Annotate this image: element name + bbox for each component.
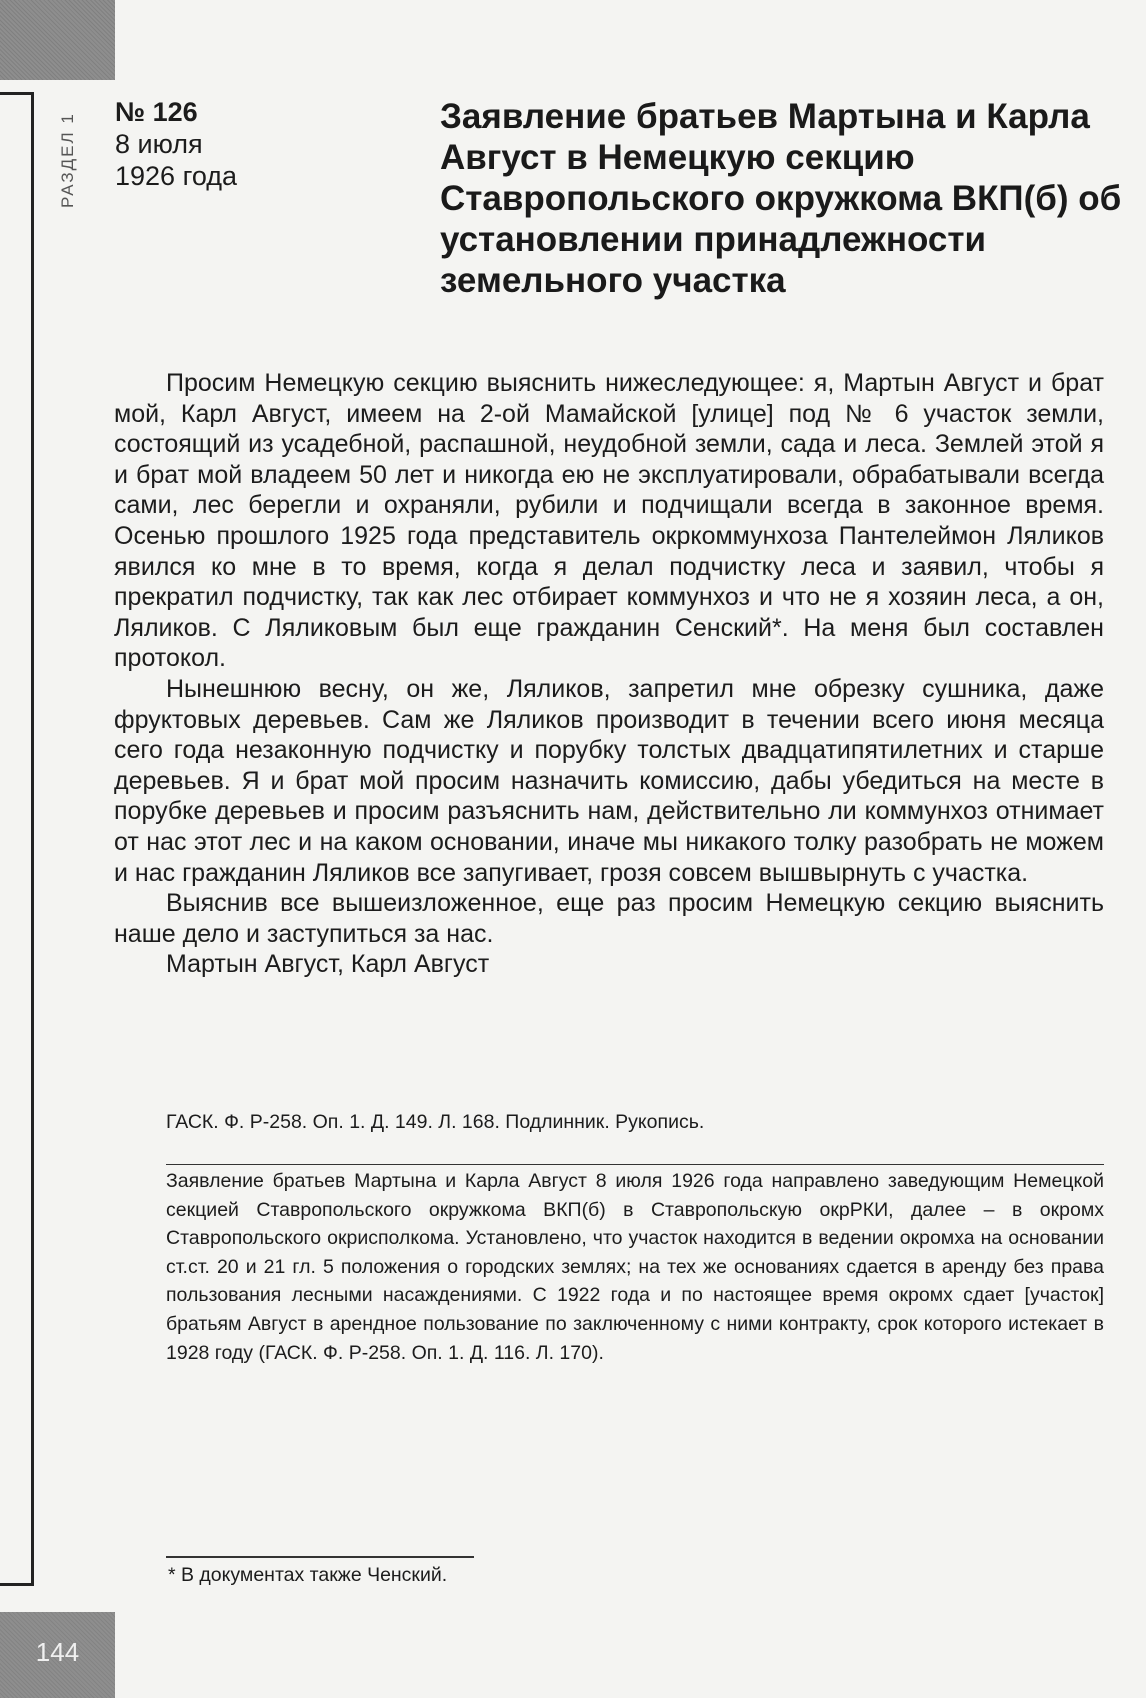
document-number: № 126 [115, 97, 198, 127]
document-title: Заявление братьев Мартына и Карла Август в Немецкую секцию Ставропольского окружкома ВКП(б) об установлении принадлежности земельного участка [440, 97, 1122, 300]
body-paragraph: Выяснив все вышеизложенное, еще раз просим Немецкую секцию выяснить наше дело и заступиться за нас. [114, 889, 1104, 948]
footnote-divider [166, 1556, 474, 1558]
section-label: РАЗДЕЛ 1 [58, 112, 77, 208]
signature: Мартын Август, Карл Август [166, 950, 490, 979]
document-date-year: 1926 года [115, 161, 238, 191]
margin-rule [0, 92, 34, 1586]
editorial-note: Заявление братьев Мартына и Карла Август 8 июля 1926 года направлено заведующим Немецкой секцией Ставропольского окружкома ВКП(б) в Ставропольскую окрРКИ, далее – в окромх Ставропольского окрисполкома. Установлено, что участок находится в ведении окромха на основании ст.ст. 20 и 21 гл. 5 положения о городских землях; на тех же основаниях сдается в аренду без права пользования лесными насаждениями. С 1922 года и по настоящее время окромх сдает [участок] братьям Август в арендное пользование по заключенному с ними контракту, срок которого истекает в 1928 году (ГАСК. Ф. Р-258. Оп. 1. Д. 116. Л. 170). [166, 1164, 1104, 1367]
body-paragraph: Нынешнюю весну, он же, Ляликов, запретил мне обрезку сушника, даже фруктовых деревьев. Сам же Ляликов производит в течении всего июня месяца сего года незаконную подчистку и порубку толстых двадцатипятилетних и старше деревьев. Я и брат мой просим назначить комиссию, дабы убедиться на месте в порубке деревьев и просим разъяснить нам, действительно ли коммунхоз отнимает от нас этот лес и на каком основании, иначе мы никакого толку разобрать не можем и нас гражданин Ляликов все запугивает, грозя совсем вышвырнуть с участка. [114, 674, 1104, 887]
document-meta [115, 96, 415, 192]
page-number: 144 [0, 1612, 115, 1698]
document-date-day: 8 июля [115, 129, 203, 159]
document-body [114, 368, 1104, 980]
footnote: * В документах также Ченский. [168, 1564, 448, 1586]
archive-source: ГАСК. Ф. Р-258. Оп. 1. Д. 149. Л. 168. Подлинник. Рукопись. [166, 1111, 705, 1133]
body-paragraph: Просим Немецкую секцию выяснить нижеследующее: я, Мартын Август и брат мой, Карл Август, имеем на 2-ой Мамайской [улице] под № 6 участок земли, состоящий из усадебной, распашной, неудобной земли, сада и леса. Землей этой я и брат мой владеем 50 лет и никогда ею не эксплуатировали, обрабатывали всегда сами, лес берегли и охраняли, рубили и подчищали всегда в законное время. Осенью прошлого 1925 года представитель окркоммунхоза Пантелеймон Ляликов явился ко мне в то время, когда я делал подчистку леса и заявил, чтобы я прекратил подчистку, так как лес отбирает коммунхоз и что не я хозяин леса, а он, Ляликов. С Ляликовым был еще гражданин Сенский*. На меня был составлен протокол. [114, 369, 1104, 673]
